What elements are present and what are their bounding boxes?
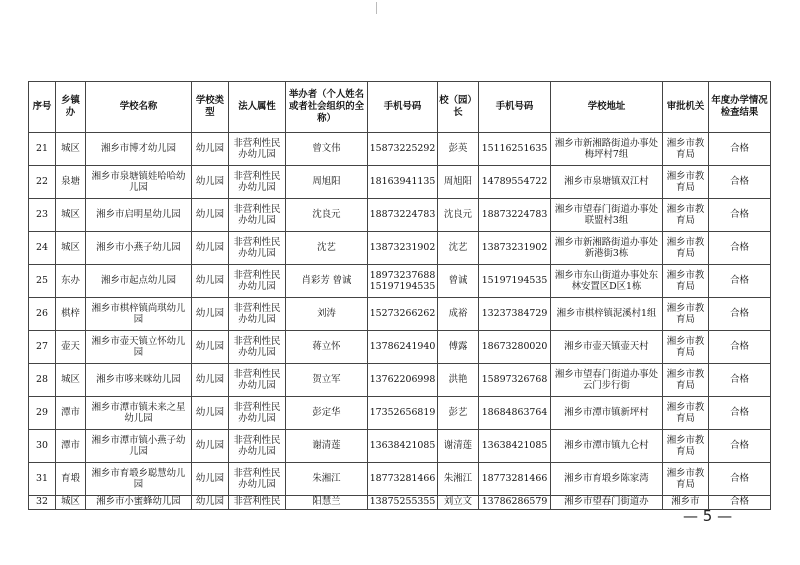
town-cell: 育塅 (56, 463, 86, 496)
town-cell: 城区 (56, 364, 86, 397)
school-address-cell: 湘乡市棋梓镇泥溪村1组 (551, 298, 663, 331)
school-name-cell: 湘乡市潭市镇未来之星幼儿园 (86, 397, 192, 430)
table-row (29, 265, 771, 298)
school-address-cell: 湘乡市东山街道办事处东林安置区D区1栋 (551, 265, 663, 298)
school-type-cell: 幼儿园 (192, 397, 229, 430)
approval-authority-cell: 湘乡市教育局 (663, 298, 709, 331)
inspection-result-cell: 合格 (709, 166, 771, 199)
principal-phone-cell: 18684863764 (479, 397, 551, 430)
school-address-cell: 湘乡市育塅乡陈家湾 (551, 463, 663, 496)
legal-attribute-cell: 非营利性民办幼儿园 (229, 166, 286, 199)
table-row (29, 232, 771, 265)
page-number: — 5 — (683, 507, 733, 525)
school-address-cell: 湘乡市潭市镇九仑村 (551, 430, 663, 463)
school-name-cell: 湘乡市哆来咪幼儿园 (86, 364, 192, 397)
row-number-cell: 30 (29, 430, 56, 463)
organizer-phone-cell: 13873231902 (368, 232, 438, 265)
inspection-result-cell: 合格 (709, 199, 771, 232)
organizer-phone-cell: 18773281466 (368, 463, 438, 496)
school-type-cell: 幼儿园 (192, 463, 229, 496)
organizer-cell: 朱湘江 (286, 463, 368, 496)
inspection-result-cell: 合格 (709, 331, 771, 364)
school-name-cell: 湘乡市棋梓镇尚琪幼儿园 (86, 298, 192, 331)
principal-phone-cell: 13638421085 (479, 430, 551, 463)
legal-attribute-cell: 非营利性民办幼儿园 (229, 232, 286, 265)
row-number-cell: 31 (29, 463, 56, 496)
table-header-row (29, 82, 771, 133)
organizer-cell: 谢清莲 (286, 430, 368, 463)
organizer-phone-cell: 13875255355 (368, 496, 438, 510)
principal-phone-cell: 18773281466 (479, 463, 551, 496)
approval-authority-cell: 湘乡市教育局 (663, 232, 709, 265)
principal-cell: 傅露 (438, 331, 479, 364)
legal-attribute-cell: 非营利性民办幼儿园 (229, 463, 286, 496)
town-cell: 城区 (56, 133, 86, 166)
school-address-cell: 湘乡市潭市镇新坪村 (551, 397, 663, 430)
principal-phone-cell: 13873231902 (479, 232, 551, 265)
inspection-result-cell: 合格 (709, 298, 771, 331)
table-row (29, 166, 771, 199)
inspection-result-cell: 合格 (709, 397, 771, 430)
school-type-cell: 幼儿园 (192, 166, 229, 199)
principal-cell: 彭英 (438, 133, 479, 166)
table-row (29, 430, 771, 463)
organizer-cell: 阳慧兰 (286, 496, 368, 510)
organizer-phone-cell: 15273266262 (368, 298, 438, 331)
inspection-result-cell: 合格 (709, 265, 771, 298)
school-type-cell: 幼儿园 (192, 496, 229, 510)
header-cell: 手机号码 (368, 82, 438, 133)
table-row (29, 463, 771, 496)
legal-attribute-cell: 非营利性民办幼儿园 (229, 265, 286, 298)
table-row (29, 133, 771, 166)
town-cell: 城区 (56, 496, 86, 510)
approval-authority-cell: 湘乡市教育局 (663, 133, 709, 166)
school-type-cell: 幼儿园 (192, 331, 229, 364)
school-address-cell: 湘乡市望春门街道办事处联盟村3组 (551, 199, 663, 232)
organizer-cell: 沈良元 (286, 199, 368, 232)
organizer-phone-cell: 13638421085 (368, 430, 438, 463)
header-cell: 审批机关 (663, 82, 709, 133)
organizer-phone-cell: 13786241940 (368, 331, 438, 364)
school-name-cell: 湘乡市潭市镇小燕子幼儿园 (86, 430, 192, 463)
approval-authority-cell: 湘乡市教育局 (663, 364, 709, 397)
inspection-result-cell: 合格 (709, 463, 771, 496)
organizer-cell: 蒋立怀 (286, 331, 368, 364)
kindergarten-inspection-table (28, 81, 771, 510)
principal-cell: 刘立文 (438, 496, 479, 510)
town-cell: 壶天 (56, 331, 86, 364)
school-name-cell: 湘乡市壶天镇立怀幼儿园 (86, 331, 192, 364)
school-address-cell: 湘乡市新湘路街道办事处梅坪村7组 (551, 133, 663, 166)
organizer-phone-cell: 15873225292 (368, 133, 438, 166)
town-cell: 泉塘 (56, 166, 86, 199)
school-type-cell: 幼儿园 (192, 298, 229, 331)
organizer-cell: 曾文伟 (286, 133, 368, 166)
legal-attribute-cell: 非营利性民 (229, 496, 286, 510)
organizer-cell: 彭定华 (286, 397, 368, 430)
principal-cell: 成裕 (438, 298, 479, 331)
header-cell: 序号 (29, 82, 56, 133)
header-cell: 年度办学情况检查结果 (709, 82, 771, 133)
approval-authority-cell: 湘乡市 (663, 496, 709, 510)
organizer-phone-cell: 18873224783 (368, 199, 438, 232)
school-address-cell: 湘乡市新湘路街道办事处新港街3栋 (551, 232, 663, 265)
legal-attribute-cell: 非营利性民办幼儿园 (229, 397, 286, 430)
school-type-cell: 幼儿园 (192, 265, 229, 298)
school-name-cell: 湘乡市博才幼儿园 (86, 133, 192, 166)
school-name-cell: 湘乡市起点幼儿园 (86, 265, 192, 298)
header-cell: 学校名称 (86, 82, 192, 133)
legal-attribute-cell: 非营利性民办幼儿园 (229, 199, 286, 232)
approval-authority-cell: 湘乡市教育局 (663, 199, 709, 232)
legal-attribute-cell: 非营利性民办幼儿园 (229, 430, 286, 463)
table-row (29, 298, 771, 331)
principal-phone-cell: 13237384729 (479, 298, 551, 331)
inspection-result-cell: 合格 (709, 232, 771, 265)
principal-cell: 洪艳 (438, 364, 479, 397)
header-cell: 手机号码 (479, 82, 551, 133)
school-address-cell: 湘乡市泉塘镇双江村 (551, 166, 663, 199)
school-type-cell: 幼儿园 (192, 232, 229, 265)
approval-authority-cell: 湘乡市教育局 (663, 397, 709, 430)
legal-attribute-cell: 非营利性民办幼儿园 (229, 298, 286, 331)
school-name-cell: 湘乡市小燕子幼儿园 (86, 232, 192, 265)
town-cell: 东办 (56, 265, 86, 298)
header-cell: 学校类型 (192, 82, 229, 133)
organizer-phone-cell: 13762206998 (368, 364, 438, 397)
row-number-cell: 24 (29, 232, 56, 265)
school-name-cell: 湘乡市泉塘镇娃哈哈幼儿园 (86, 166, 192, 199)
principal-cell: 沈艺 (438, 232, 479, 265)
approval-authority-cell: 湘乡市教育局 (663, 166, 709, 199)
row-number-cell: 26 (29, 298, 56, 331)
organizer-cell: 沈艺 (286, 232, 368, 265)
inspection-result-cell: 合格 (709, 496, 771, 510)
organizer-phone-cell: 17352656819 (368, 397, 438, 430)
row-number-cell: 29 (29, 397, 56, 430)
principal-phone-cell: 13786286579 (479, 496, 551, 510)
table-row (29, 496, 771, 510)
school-type-cell: 幼儿园 (192, 364, 229, 397)
organizer-cell: 贺立军 (286, 364, 368, 397)
approval-authority-cell: 湘乡市教育局 (663, 463, 709, 496)
approval-authority-cell: 湘乡市教育局 (663, 430, 709, 463)
school-address-cell: 湘乡市望春门街道办 (551, 496, 663, 510)
principal-phone-cell: 18673280020 (479, 331, 551, 364)
table-row (29, 364, 771, 397)
page-crease-mark (376, 2, 377, 14)
school-type-cell: 幼儿园 (192, 199, 229, 232)
row-number-cell: 23 (29, 199, 56, 232)
row-number-cell: 27 (29, 331, 56, 364)
legal-attribute-cell: 非营利性民办幼儿园 (229, 331, 286, 364)
organizer-cell: 肖彩芳 曾诚 (286, 265, 368, 298)
principal-phone-cell: 14789554722 (479, 166, 551, 199)
principal-phone-cell: 15116251635 (479, 133, 551, 166)
town-cell: 城区 (56, 232, 86, 265)
header-cell: 学校地址 (551, 82, 663, 133)
approval-authority-cell: 湘乡市教育局 (663, 265, 709, 298)
table-row (29, 331, 771, 364)
inspection-result-cell: 合格 (709, 364, 771, 397)
principal-cell: 朱湘江 (438, 463, 479, 496)
school-address-cell: 湘乡市望春门街道办事处云门步行街 (551, 364, 663, 397)
row-number-cell: 22 (29, 166, 56, 199)
header-cell: 法人属性 (229, 82, 286, 133)
principal-cell: 曾诚 (438, 265, 479, 298)
school-name-cell: 湘乡市启明星幼儿园 (86, 199, 192, 232)
principal-phone-cell: 15197194535 (479, 265, 551, 298)
principal-cell: 彭艺 (438, 397, 479, 430)
header-cell: 举办者（个人姓名或者社会组织的全称） (286, 82, 368, 133)
row-number-cell: 21 (29, 133, 56, 166)
principal-phone-cell: 15897326768 (479, 364, 551, 397)
principal-phone-cell: 18873224783 (479, 199, 551, 232)
organizer-phone-cell: 18973237688 15197194535 (368, 265, 438, 298)
legal-attribute-cell: 非营利性民办幼儿园 (229, 133, 286, 166)
header-cell: 校（园）长 (438, 82, 479, 133)
school-type-cell: 幼儿园 (192, 133, 229, 166)
principal-cell: 谢清莲 (438, 430, 479, 463)
town-cell: 城区 (56, 199, 86, 232)
inspection-result-cell: 合格 (709, 133, 771, 166)
inspection-result-cell: 合格 (709, 430, 771, 463)
school-address-cell: 湘乡市壶天镇壶天村 (551, 331, 663, 364)
organizer-cell: 周旭阳 (286, 166, 368, 199)
row-number-cell: 25 (29, 265, 56, 298)
school-type-cell: 幼儿园 (192, 430, 229, 463)
town-cell: 潭市 (56, 397, 86, 430)
principal-cell: 沈良元 (438, 199, 479, 232)
organizer-cell: 刘涛 (286, 298, 368, 331)
approval-authority-cell: 湘乡市教育局 (663, 331, 709, 364)
table-row (29, 397, 771, 430)
row-number-cell: 32 (29, 496, 56, 510)
school-name-cell: 湘乡市小蜜蜂幼儿园 (86, 496, 192, 510)
header-cell: 乡镇办 (56, 82, 86, 133)
town-cell: 潭市 (56, 430, 86, 463)
principal-cell: 周旭阳 (438, 166, 479, 199)
town-cell: 棋梓 (56, 298, 86, 331)
legal-attribute-cell: 非营利性民办幼儿园 (229, 364, 286, 397)
row-number-cell: 28 (29, 364, 56, 397)
school-name-cell: 湘乡市育塅乡聪慧幼儿园 (86, 463, 192, 496)
organizer-phone-cell: 18163941135 (368, 166, 438, 199)
table-row (29, 199, 771, 232)
